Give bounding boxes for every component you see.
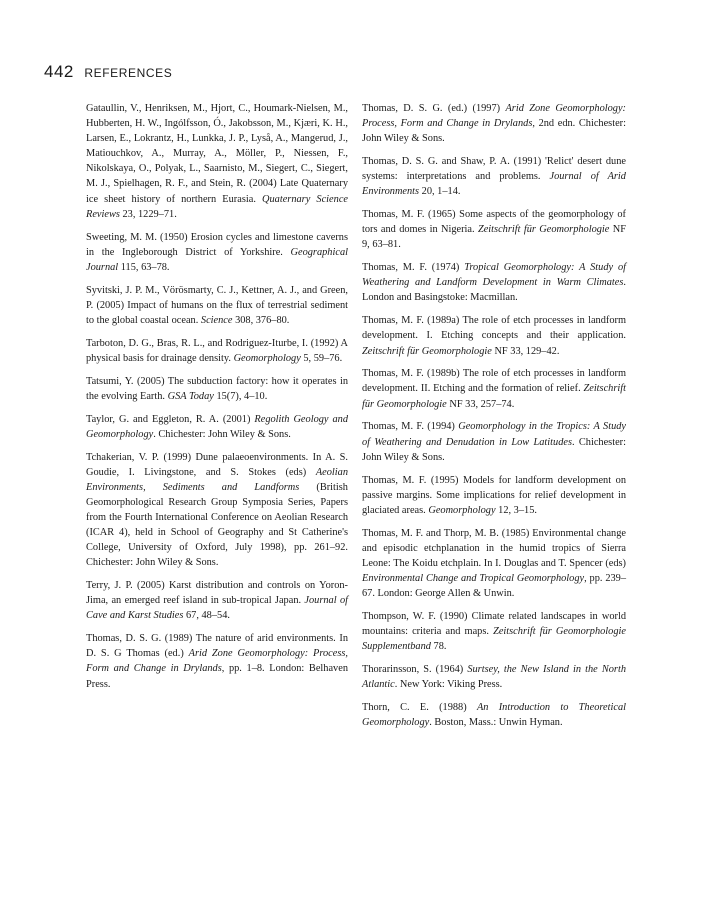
reference-text: Terry, J. P. (2005) Karst distribution and controls on Yoron-Jima, an emerged reef island in sub-tropical Japan. (86, 580, 348, 607)
section-title: REFERENCES (84, 66, 173, 80)
reference-text: Syvitski, J. P. M., Vörösmarty, C. J., Kettner, A. J., and Green, P. (2005) Impact of humans on the flux of terrestrial sediment to the global coastal ocean. (86, 284, 348, 326)
reference-source-title: Geomorphology (428, 504, 496, 516)
reference-source-title: Zeitschrift für Geomorphologie (362, 383, 626, 410)
reference-source-title: Journal of Arid Environments (362, 171, 626, 198)
reference-details: 67, 48–54. (183, 610, 230, 622)
reference-entry (362, 609, 626, 654)
left-column (86, 101, 348, 699)
reference-details: NF 33, 129–42. (491, 345, 560, 357)
reference-entry (86, 578, 348, 623)
reference-source-title: Geomorphology in the Tropics: A Study of Weathering and Denudation in Low Latitudes (362, 421, 627, 448)
reference-text: Thomas, M. F. and Thorp, M. B. (1985) Environmental change and episodic etchplanation in the humid tropics of Sierra Leone: The Koidu etchplain. In I. Douglas and T. Spencer (eds) (362, 527, 626, 569)
reference-text: Thomas, D. S. G. (ed.) (1997) (362, 103, 506, 114)
reference-details: 78. (430, 641, 447, 653)
reference-source-title: Environmental Change and Tropical Geomorphology (362, 572, 585, 584)
reference-entry (86, 412, 348, 442)
reference-text: Tchakerian, V. P. (1999) Dune palaeoenvironments. In A. S. Goudie, I. Livingstone, and S. Stokes (eds) (86, 451, 348, 478)
reference-details: 20, 1–14. (419, 186, 461, 198)
reference-source-title: Geomorphology (233, 352, 301, 364)
reference-entry (86, 374, 348, 404)
reference-entry (362, 526, 626, 601)
reference-entry (86, 450, 348, 571)
reference-source-title: Journal of Cave and Karst Studies (86, 595, 348, 622)
reference-details: 115, 63–78. (118, 261, 170, 273)
reference-source-title: Aeolian Environments, Sediments and Landforms (86, 466, 348, 493)
reference-text: Sweeting, M. M. (1950) Erosion cycles and limestone caverns in the Ingleborough District of Yorkshire. (86, 231, 348, 258)
reference-source-title: Tropical Geomorphology: A Study of Weathering and Landform Development in Warm Climates (362, 262, 626, 289)
reference-text: Thorarinsson, S. (1964) (362, 663, 468, 675)
reference-source-title: Zeitschrift für Geomorphologie (362, 345, 492, 357)
reference-details: 15(7), 4–10. (213, 390, 268, 402)
reference-details: . Chichester: John Wiley & Sons. (362, 436, 626, 463)
reference-entry (86, 101, 348, 222)
reference-entry (362, 473, 626, 518)
reference-entry (362, 419, 626, 464)
reference-source-title: Zeitschrift für Geomorphologie Supplementband (362, 625, 626, 653)
reference-details: . Boston, Mass.: Unwin Hyman. (429, 717, 563, 729)
reference-details: . Chichester: John Wiley & Sons. (153, 428, 291, 440)
reference-entry (362, 662, 626, 692)
reference-entry (362, 313, 626, 358)
reference-details: , pp. 239–67. London: George Allen & Unwin. (362, 572, 626, 599)
reference-text: Thomas, M. F. (1994) (362, 421, 459, 433)
reference-details: (British Geomorphological Research Group Symposia Series, Papers from the Fourth International Conference on Aeolian Research (ICAR 4), held in School of Geography and St Catherine's College, University of Oxford, July 1998), pp. 261–92. Chichester: John Wiley & Sons. (86, 481, 348, 569)
page-header (44, 62, 172, 82)
reference-text: Gataullin, V., Henriksen, M., Hjort, C., Houmark-Nielsen, M., Hubberten, H. W., Ingólfsson, Ó., Jakobsson, M., Kjæri, K. H., Larsen, E., Lokrantz, H., Lunkka, J. P., Lyså, A., Mangerud, J., Matiouchkov, A., Murray, A., Möller, P., Niessen, F., Nikolskaya, O., Polyak, L., Saarnisto, M., Siegert, C., Siegert, M. J., Spielhagen, R. F., and Stein, R. (2004) Late Quaternary ice sheet history of northern Eurasia. (86, 103, 348, 205)
reference-source-title: Arid Zone Geomorphology: Process, Form and Change in Drylands (86, 648, 348, 675)
reference-details: NF 9, 63–81. (362, 224, 626, 251)
page-number: 442 (44, 62, 74, 81)
reference-details: . New York: Viking Press. (394, 679, 503, 691)
reference-text: Thomas, M. F. (1974) (362, 262, 465, 274)
reference-details: , 2nd edn. Chichester: John Wiley & Sons. (362, 118, 626, 145)
reference-text: Taylor, G. and Eggleton, R. A. (2001) (86, 413, 255, 425)
reference-source-title: Quaternary Science Reviews (86, 193, 348, 220)
reference-details: NF 33, 257–74. (446, 398, 515, 410)
reference-entry (362, 366, 626, 411)
reference-details: , pp. 1–8. London: Belhaven Press. (86, 663, 348, 690)
reference-entry (362, 260, 626, 305)
reference-text: Thompson, W. F. (1990) Climate related landscapes in world mountains: criteria and maps. (362, 610, 626, 637)
reference-entry (362, 700, 626, 730)
reference-entry (86, 631, 348, 691)
reference-source-title: Science (200, 314, 233, 326)
reference-details: 308, 376–80. (232, 314, 290, 326)
reference-source-title: Zeitschrift für Geomorphologie (477, 224, 610, 236)
reference-entry (362, 154, 626, 199)
reference-source-title: Surtsey, the New Island in the North Atlantic (362, 663, 626, 691)
reference-text: Thomas, M. F. (1965) Some aspects of the geomorphology of tors and domes in Nigeria. (362, 209, 626, 236)
reference-source-title: Arid Zone Geomorphology: Process, Form and Change in Drylands (362, 103, 626, 130)
reference-source-title: Regolith Geology and Geomorphology (86, 413, 349, 440)
reference-details: . London and Basingstoke: Macmillan. (362, 277, 626, 304)
reference-details: 5, 59–76. (300, 352, 343, 364)
reference-details: 12, 3–15. (495, 504, 537, 516)
reference-entry (362, 101, 626, 146)
reference-entry (86, 336, 348, 366)
reference-details: 23, 1229–71. (119, 208, 177, 220)
reference-text: Tarboton, D. G., Bras, R. L., and Rodriguez-Iturbe, I. (1992) A physical basis for drainage density. (86, 337, 348, 364)
reference-source-title: GSA Today (167, 390, 214, 402)
reference-text: Thomas, D. S. G. (1989) The nature of arid environments. In D. S. G Thomas (ed.) (86, 633, 348, 660)
reference-text: Thomas, M. F. (1989b) The role of etch processes in landform development. II. Etching and the formation of relief. (362, 368, 626, 395)
reference-text: Thomas, M. F. (1989a) The role of etch processes in landform development. I. Etching concepts and their application. (362, 315, 626, 342)
reference-text: Thomas, D. S. G. and Shaw, P. A. (1991) 'Relict' desert dune systems: interpretations and problems. (362, 156, 626, 183)
reference-entry (86, 230, 348, 275)
reference-text: Thorn, C. E. (1988) (362, 701, 477, 713)
reference-text: Thomas, M. F. (1995) Models for landform development on passive margins. Some implications for relief development in glaciated areas. (362, 474, 626, 516)
reference-source-title: Geographical Journal (86, 246, 348, 273)
reference-entry (362, 207, 626, 252)
reference-entry (86, 283, 348, 328)
reference-text: Tatsumi, Y. (2005) The subduction factory: how it operates in the evolving Earth. (86, 375, 348, 402)
right-column (362, 101, 626, 738)
reference-source-title: An Introduction to Theoretical Geomorphology (362, 701, 626, 729)
